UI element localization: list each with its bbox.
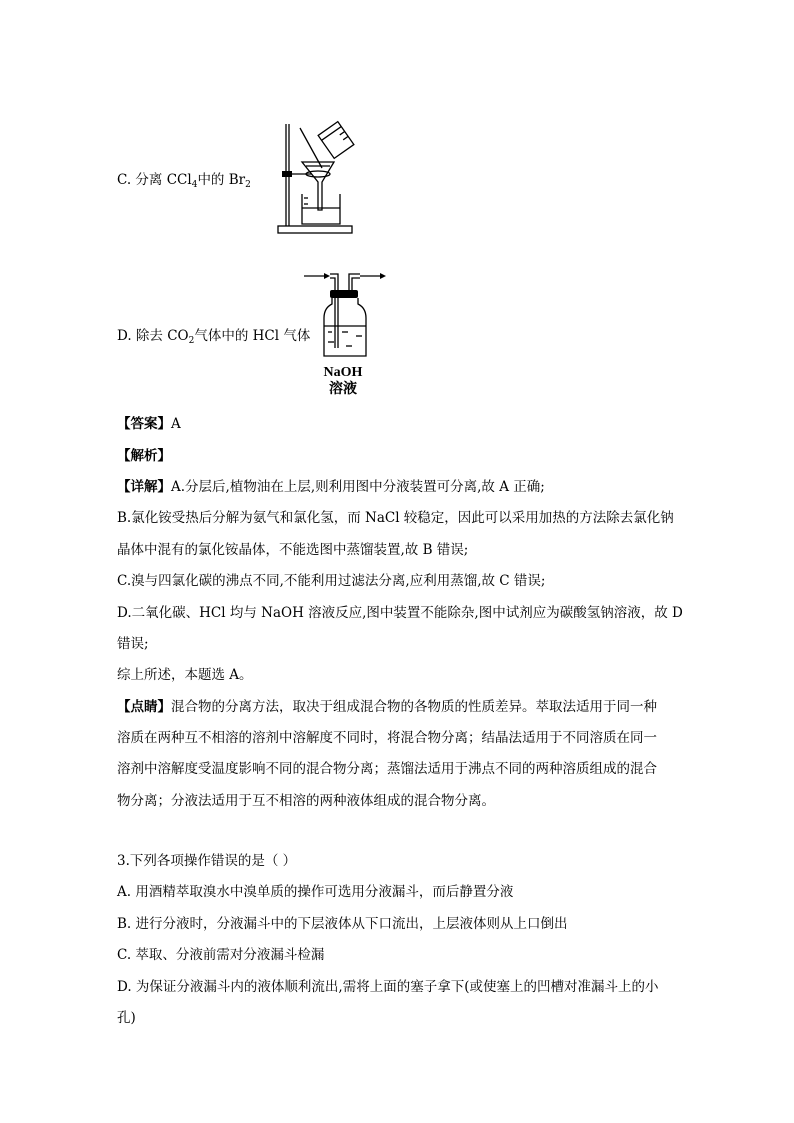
answer-tag: 【答案】	[117, 416, 171, 432]
question-3-option-a: A. 用酒精萃取溴水中溴单质的操作可选用分液漏斗，而后静置分液	[117, 884, 514, 900]
option-d-text	[117, 326, 310, 351]
detail-tag: 【详解】	[117, 479, 171, 495]
detail-line-d2: 错误;	[117, 636, 149, 652]
question-3-option-c: C. 萃取、分液前需对分液漏斗检漏	[117, 947, 325, 963]
detail-line-a	[117, 477, 545, 497]
option-d-subscript: 2	[188, 336, 195, 346]
question-3-option-d-line2: 孔)	[117, 1010, 136, 1026]
naoh-solution-label	[318, 364, 368, 398]
question-3-stem: 3.下列各项操作错误的是（ ）	[117, 853, 297, 869]
pointer-line-2: 溶质在两种互不相溶的溶剂中溶解度不同时，将混合物分离；结晶法适用于不同溶质在同一	[117, 730, 657, 746]
pointer-line-1	[117, 697, 657, 717]
pointer-line-3: 溶剂中溶解度受温度影响不同的混合物分离；蒸馏法适用于沸点不同的两种溶质组成的混合	[117, 761, 657, 777]
question-3-option-b: B. 进行分液时，分液漏斗中的下层液体从下口流出，上层液体则从上口倒出	[117, 916, 568, 932]
naoh-label-line1: NaOH	[323, 365, 363, 380]
answer-value: A	[171, 416, 181, 432]
answer-line	[117, 414, 181, 434]
option-c-subscript: 4	[191, 180, 198, 190]
pointer-text-1: 混合物的分离方法，取决于组成混合物的各物质的性质差异。萃取法适用于同一种	[171, 699, 657, 715]
gas-washing-bottle-figure	[302, 266, 392, 364]
option-c-prefix: C. 分离 CCl	[117, 172, 192, 188]
detail-text-a: A.分层后,植物油在上层,则利用图中分液装置可分离,故 A 正确;	[171, 479, 545, 495]
pointer-line-4: 物分离；分液法适用于互不相溶的两种液体组成的混合物分离。	[117, 793, 495, 809]
detail-line-b2: 晶体中混有的氯化铵晶体，不能选图中蒸馏装置,故 B 错误;	[117, 542, 469, 558]
question-3-option-d-line1: D. 为保证分液漏斗内的液体顺利流出,需将上面的塞子拿下(或使塞上的凹槽对准漏斗上的小	[117, 979, 659, 995]
detail-summary: 综上所述，本题选 A。	[117, 667, 253, 683]
option-c-subscript-2: 2	[245, 180, 251, 190]
filtration-apparatus-figure	[272, 118, 368, 238]
option-d-suffix: 气体中的 HCl 气体	[194, 328, 311, 344]
pointer-tag: 【点睛】	[117, 699, 171, 715]
option-c-mid: 中的 Br	[197, 172, 246, 188]
option-c-text	[117, 170, 251, 195]
detail-line-d1: D.二氧化碳、HCl 均与 NaOH 溶液反应,图中装置不能除杂,图中试剂应为碳酸氢钠溶液，故 D	[117, 605, 683, 621]
detail-line-c: C.溴与四氯化碳的沸点不同,不能利用过滤法分离,应利用蒸馏,故 C 错误;	[117, 573, 546, 589]
analysis-tag: 【解析】	[117, 448, 171, 464]
option-d-prefix: D. 除去 CO	[117, 328, 189, 344]
detail-line-b1: B.氯化铵受热后分解为氨气和氯化氢，而 NaCl 较稳定，因此可以采用加热的方法除去氯化钠	[117, 510, 674, 526]
naoh-label-line2: 溶液	[329, 382, 357, 397]
